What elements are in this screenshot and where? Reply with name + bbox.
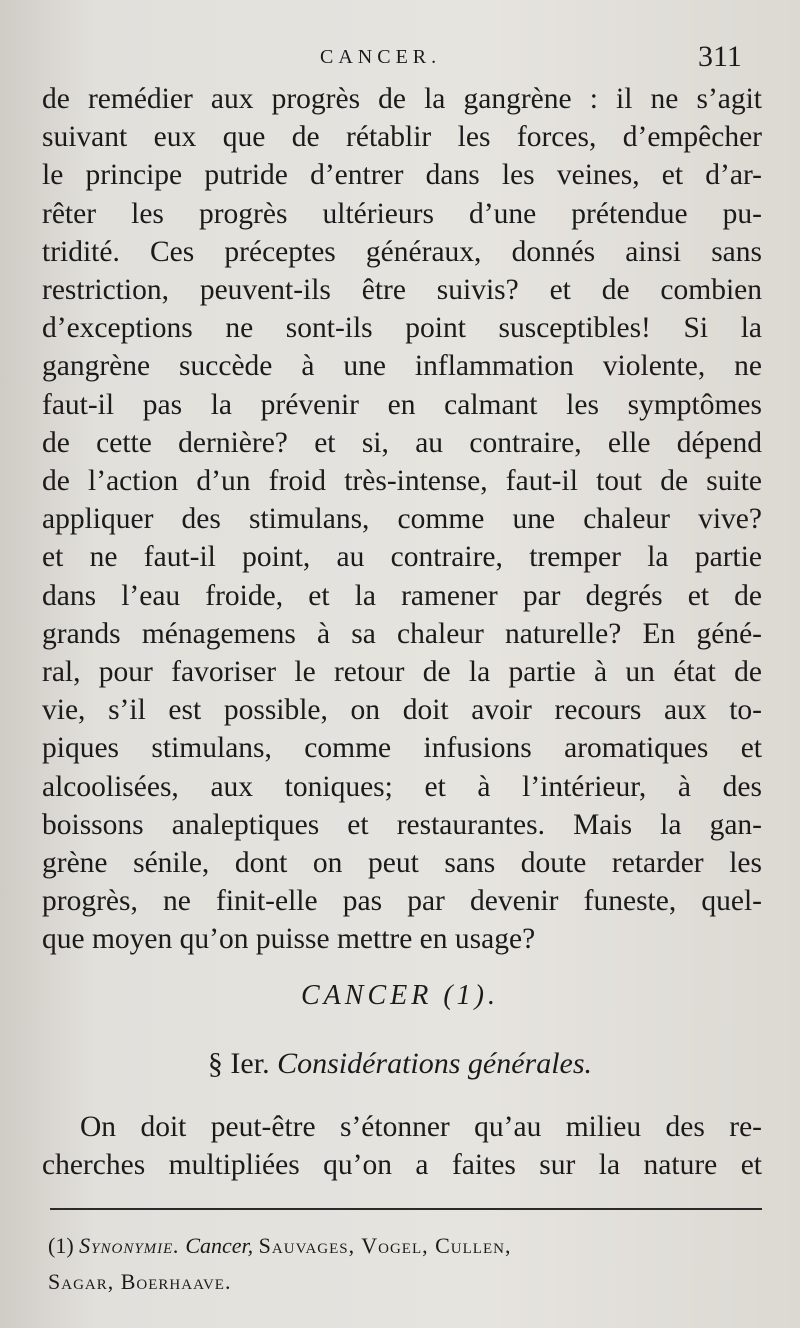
body-line: de cette dernière? et si, au contraire, elle dépend — [42, 426, 762, 459]
footnote-marker: (1) — [48, 1233, 74, 1258]
page-header — [0, 40, 800, 78]
footnote-term: Cancer, — [185, 1233, 254, 1258]
body-line: dans l’eau froide, et la ramener par degrés et de — [42, 579, 762, 612]
body-line: grène sénile, dont on peut sans doute retarder les — [42, 847, 762, 880]
body-line: gangrène succède à une inflammation violente, ne — [42, 350, 762, 383]
footnote-label: Synonymie. — [79, 1233, 180, 1258]
footnote-line — [48, 1264, 764, 1300]
body-line: le principe putride d’entrer dans les veines, et d’ar- — [42, 159, 762, 192]
body-text — [42, 80, 762, 959]
section-number: § Ier. — [207, 1047, 270, 1080]
intro-line: cherches multipliées qu’on a faites sur la nature et — [42, 1149, 762, 1181]
footnote-rule — [50, 1208, 762, 1210]
footnote-authors: Sauvages, Vogel, Cullen, — [258, 1233, 512, 1258]
body-line: rêter les progrès ultérieurs d’une prétendue pu- — [42, 197, 762, 230]
body-line: restriction, peuvent-ils être suivis? et de combien — [42, 274, 762, 307]
body-line: de l’action d’un froid très-intense, faut-il tout de suite — [42, 465, 762, 498]
chapter-heading: CANCER (1). — [301, 980, 499, 1011]
page-number: 311 — [698, 40, 742, 73]
body-line: boissons analeptiques et restaurantes. Mais la gan- — [42, 808, 762, 841]
section-heading — [0, 1047, 800, 1081]
body-line: alcoolisées, aux toniques; et à l’intérieur, à des — [42, 770, 762, 803]
body-line: de remédier aux progrès de la gangrène : il ne s’agit — [42, 83, 762, 115]
body-line: vie, s’il est possible, on doit avoir recours aux to- — [42, 694, 762, 727]
body-line: grands ménagemens à sa chaleur naturelle? En géné- — [42, 617, 762, 650]
running-title: CANCER. — [320, 46, 442, 68]
footnote — [48, 1228, 764, 1300]
footnote-line — [48, 1228, 764, 1264]
body-line: piques stimulans, comme infusions aromatiques et — [42, 732, 762, 765]
intro-line: On doit peut-être s’étonner qu’au milieu des re- — [80, 1111, 762, 1143]
intro-paragraph — [42, 1108, 762, 1184]
body-line: tridité. Ces préceptes généraux, donnés ainsi sans — [42, 235, 762, 268]
body-line: faut-il pas la prévenir en calmant les symptômes — [42, 388, 762, 421]
body-line: d’exceptions ne sont-ils point susceptibles! Si la — [42, 312, 762, 345]
body-line: que moyen qu’on puisse mettre en usage? — [42, 923, 536, 956]
body-line: appliquer des stimulans, comme une chaleur vive? — [42, 503, 762, 536]
body-line: et ne faut-il point, au contraire, tremper la partie — [42, 541, 762, 574]
body-line: suivant eux que de rétablir les forces, d’empêcher — [42, 121, 762, 154]
body-line: progrès, ne finit-elle pas par devenir funeste, quel- — [42, 885, 762, 918]
body-line: ral, pour favoriser le retour de la partie à un état de — [42, 656, 762, 689]
footnote-authors: Sagar, Boerhaave. — [48, 1269, 232, 1294]
section-title: Considérations générales. — [277, 1047, 593, 1080]
